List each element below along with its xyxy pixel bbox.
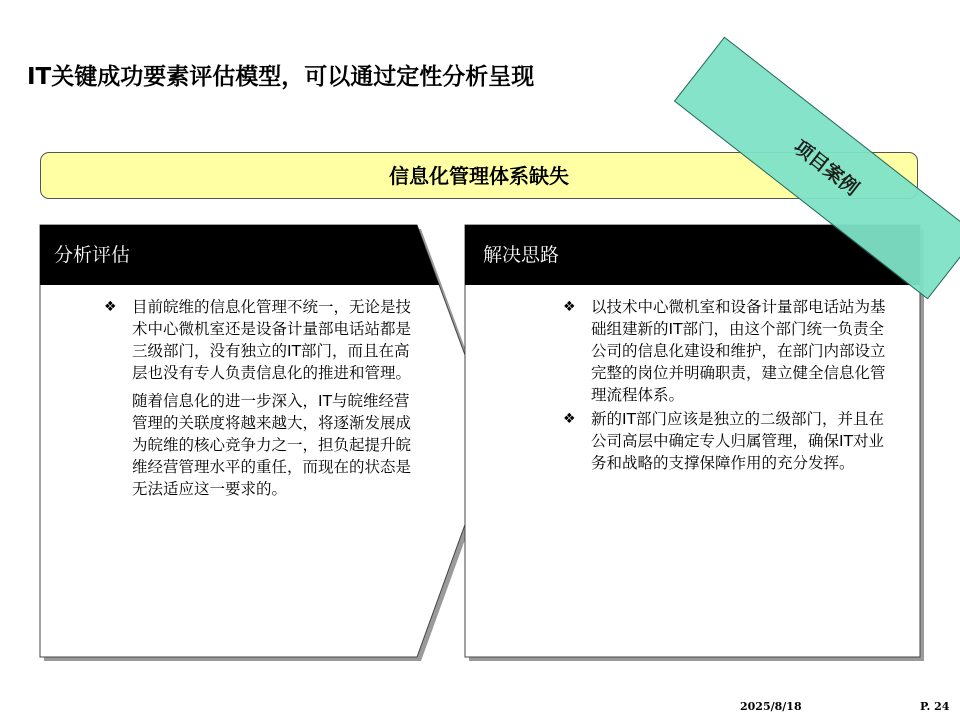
right-bullet-1-text: 以技术中心微机室和设备计量部电话站为基础组建新的IT部门，由这个部门统一负责全公司的信息化建设和维护，在部门内部设立完整的岗位并明确职责，建立健全信息化管理流程体系。: [591, 298, 886, 404]
bullet-icon: ❖: [104, 299, 117, 315]
banner-text: 信息化管理体系缺失: [389, 164, 569, 188]
left-bullet-1: [104, 296, 416, 384]
right-panel-content: [563, 296, 893, 474]
footer-page-number: P. 24: [920, 700, 950, 713]
footer-date: 2025/8/18: [740, 700, 802, 713]
slide-title: IT关键成功要素评估模型，可以通过定性分析呈现: [27, 64, 535, 90]
left-bullet-1-text: 目前皖维的信息化管理不统一，无论是技术中心微机室还是设备计量部电话站都是三级部门，没有独立的IT部门，而且在高层也没有专人负责信息化的推进和管理。: [132, 298, 412, 382]
right-panel-header: 解决思路: [483, 244, 560, 266]
left-paragraph-2: 随着信息化的进一步深入，IT与皖维经营管理的关联度将越来越大，将逐渐发展成为皖维的核心竞争力之一，担负起提升皖维经营管理水平的重任，而现在的状态是无法适应这一要求的。: [132, 392, 412, 498]
right-bullet-2: [563, 408, 893, 474]
bullet-icon: ❖: [563, 411, 576, 427]
bullet-icon: ❖: [563, 299, 576, 315]
ribbon-text: 项目案例: [789, 135, 863, 201]
right-bullet-1: [563, 296, 893, 406]
right-bullet-2-text: 新的IT部门应该是独立的二级部门，并且在公司高层中确定专人归属管理，确保IT对业务和战略的支撑保障作用的充分发挥。: [591, 410, 885, 472]
left-panel-content: [104, 296, 416, 500]
left-panel-header: 分析评估: [54, 244, 131, 266]
